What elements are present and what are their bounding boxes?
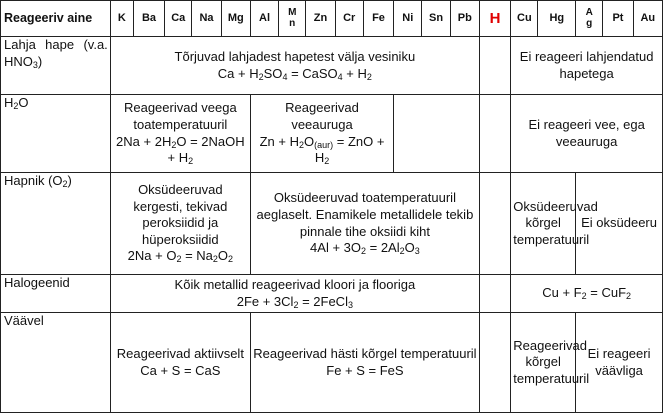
sulfur-high-temp-text: Reageerivad hästi kõrgel temperatuuril <box>253 345 477 361</box>
header-hydrogen: H <box>479 1 510 37</box>
header-metal-ag <box>576 1 603 37</box>
row-halogen <box>1 275 663 313</box>
water-steam-text: Reageerivad veeauruga <box>285 100 359 132</box>
header-metal: Pb <box>450 1 479 37</box>
water-room-temp-text: Reageerivad veega toatemperatuuril <box>123 100 237 132</box>
row-sulfur <box>1 313 663 413</box>
header-metal: Hg <box>538 1 576 37</box>
oxygen-peroxide-cell <box>110 173 250 275</box>
header-metal: Na <box>192 1 221 37</box>
hydrogen-column-cell <box>479 173 510 275</box>
header-metal: Sn <box>422 1 450 37</box>
row-oxygen <box>1 173 663 275</box>
water-empty-cell <box>394 95 480 173</box>
header-metal-mn <box>279 1 306 37</box>
row-label-water: $H_2O$ <box>1 95 111 173</box>
oxygen-high-temp-cell: Oksüdeeruvad kõrgel temperatuuril <box>511 173 576 275</box>
acid-reacts-equation: $Ca + H_2SO_4$ = CaSO$_4$ + $H_2$ <box>217 65 372 82</box>
hydrogen-column-cell <box>479 275 510 313</box>
oxygen-slow-cell <box>250 173 479 275</box>
header-metal: K <box>110 1 133 37</box>
sulfur-no-reaction-cell: Ei reageeri väävliga <box>576 313 663 413</box>
header-metal: Pt <box>603 1 633 37</box>
row-water <box>1 95 663 173</box>
header-metal: Cr <box>335 1 363 37</box>
row-label-acid: Lahja hape (v.a. $HNO_3$) <box>1 37 111 95</box>
water-steam-cell <box>250 95 393 173</box>
sulfur-active-cell <box>110 313 250 413</box>
sulfur-active-text: Reageerivad aktiivselt <box>116 345 244 361</box>
oxygen-peroxide-text: Oksüdeeruvad kergesti, tekivad peroksiidid ja hüperoksiidid <box>133 181 228 247</box>
header-metal: Zn <box>306 1 335 37</box>
sulfur-high-temp-cell <box>250 313 479 413</box>
header-metal: Al <box>250 1 278 37</box>
water-room-temp-cell <box>110 95 250 173</box>
header-metal: Cu <box>511 1 538 37</box>
header-metal: Fe <box>363 1 393 37</box>
row-label-halogen: Halogeenid <box>1 275 111 313</box>
header-metal: Ca <box>165 1 192 37</box>
halogen-reacts-cell <box>110 275 479 313</box>
header-metal: Ni <box>394 1 422 37</box>
hydrogen-column-cell <box>479 37 510 95</box>
acid-reacts-text: Tõrjuvad lahjadest hapetest välja vesiniku <box>174 48 416 64</box>
oxygen-slow-equation: $4Al + 3O_2 = 2Al_2O_3$ <box>310 240 420 257</box>
acid-reacts-cell <box>110 37 479 95</box>
header-row <box>1 1 663 37</box>
header-reagent: Reageeriv aine <box>1 1 111 37</box>
water-no-reaction-cell: Ei reageeri vee, ega veeauruga <box>511 95 663 173</box>
header-metal-mn-text: M n <box>288 7 297 29</box>
row-acid <box>1 37 663 95</box>
hydrogen-column-cell <box>479 95 510 173</box>
header-metal-ag-text: A g <box>585 7 593 29</box>
hydrogen-column-cell <box>479 313 510 413</box>
halogen-copper-equation: $Cu + F_2 = CuF_2$ <box>542 285 632 302</box>
halogen-copper-cell <box>511 275 663 313</box>
oxygen-peroxide-equation: $2Na + O_2 = Na_2O_2$ <box>127 248 234 265</box>
header-metal: Ba <box>133 1 164 37</box>
sulfur-high-temp-equation: Fe + S = FeS <box>326 362 404 378</box>
oxygen-slow-text: Oksüdeeruvad toatemperatuuril aeglaselt. Enamikele metallidele tekib pinnale tihe oksiidi kiht <box>256 190 474 239</box>
water-room-temp-equation: $2Na + 2H_2O$ = 2NaOH + $H_2$ <box>116 133 245 167</box>
sulfur-noble-high-temp-cell: Reageerivad kõrgel temperatuuril <box>511 313 576 413</box>
halogen-reacts-text: Kõik metallid reageerivad kloori ja flooriga <box>174 276 416 292</box>
acid-no-reaction-cell: Ei reageeri lahjendatud hapetega <box>511 37 663 95</box>
header-metal: Mg <box>221 1 250 37</box>
header-metal: Au <box>633 1 662 37</box>
row-label-sulfur: Väävel <box>1 313 111 413</box>
oxygen-no-reaction-cell: Ei oksüdeeru <box>576 173 663 275</box>
row-label-oxygen: Hapnik $(O_2)$ <box>1 173 111 275</box>
halogen-reacts-equation: $2Fe + 3Cl_2$ = 2FeCl$_3$ <box>236 293 353 310</box>
water-steam-equation: $Zn + H_2O_{(aur)}$ = ZnO + $H_2$ <box>259 133 385 167</box>
sulfur-active-equation: Ca + S = CaS <box>140 362 221 378</box>
